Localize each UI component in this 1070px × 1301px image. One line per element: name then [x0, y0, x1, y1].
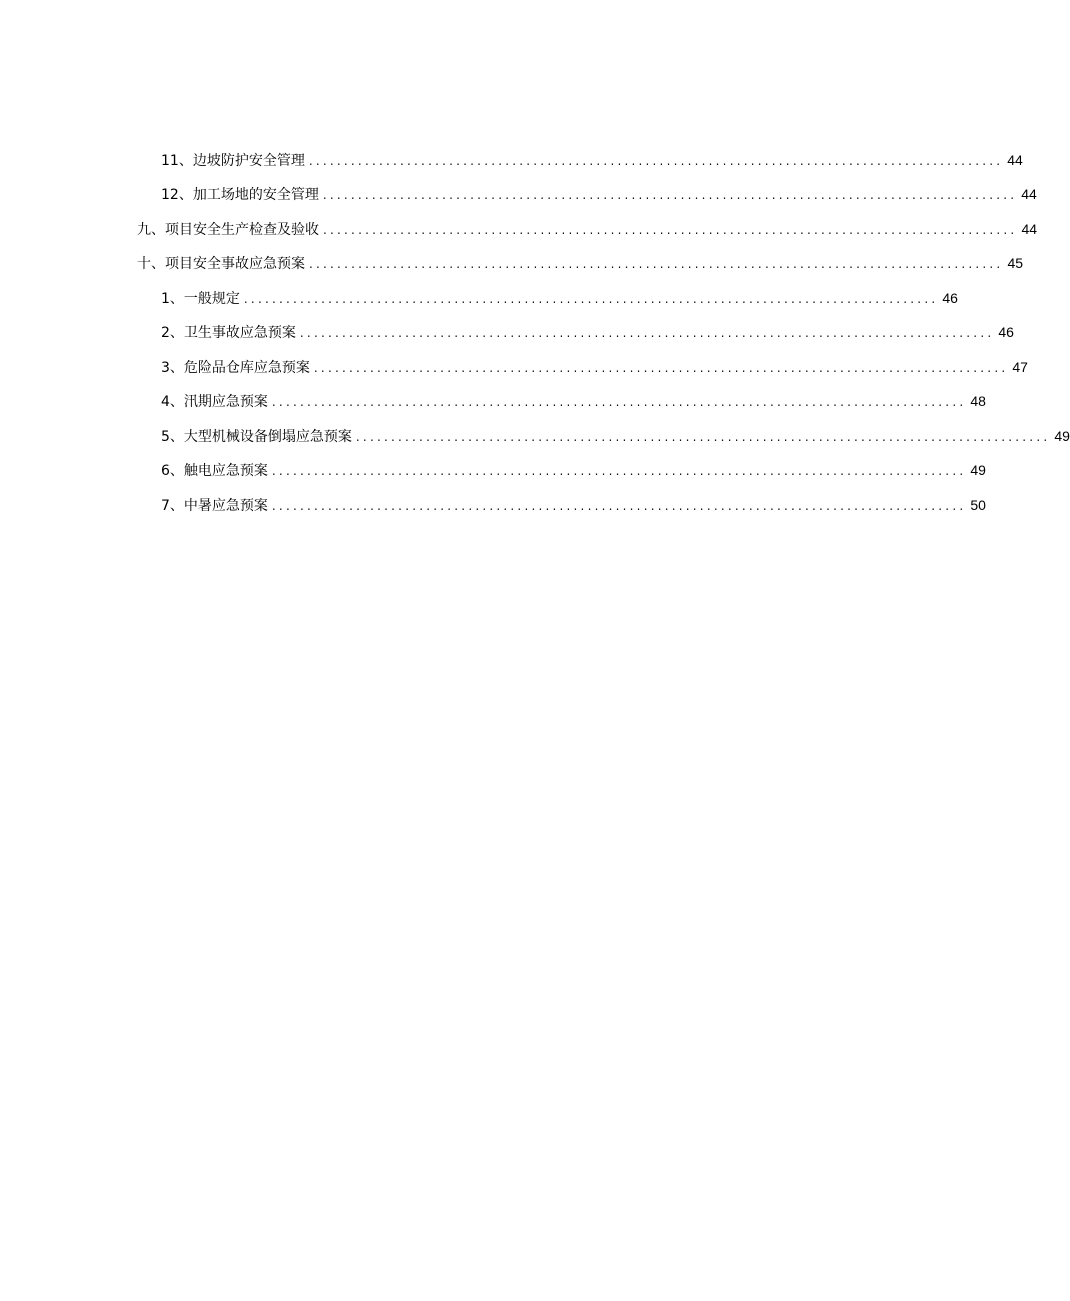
toc-entry[interactable] [161, 389, 986, 413]
toc-entry-page: 48 [970, 393, 986, 409]
toc-dot-leader: ................................................................................................... [271, 499, 967, 513]
toc-entry-title: 6、触电应急预案 [161, 463, 268, 479]
toc-entry[interactable] [161, 320, 1014, 344]
toc-entry-title: 1、一般规定 [161, 291, 240, 307]
toc-dot-leader: ................................................................................................... [355, 430, 1051, 444]
toc-entry-title: 12、加工场地的安全管理 [161, 187, 319, 203]
toc-entry-title: 5、大型机械设备倒塌应急预案 [161, 429, 352, 445]
toc-entry[interactable] [161, 182, 1037, 206]
toc-entry-page: 44 [1021, 221, 1038, 237]
toc-entry-title: 11、边坡防护安全管理 [161, 153, 305, 169]
toc-entry-title: 4、汛期应急预案 [161, 394, 268, 410]
toc-dot-leader: ................................................................................................... [308, 154, 1004, 168]
toc-entry-page: 47 [1012, 359, 1028, 375]
toc-entry-page: 49 [1054, 428, 1070, 444]
toc-entry[interactable] [161, 493, 986, 517]
toc-entry-page: 45 [1007, 255, 1024, 271]
toc-entry[interactable] [137, 251, 1024, 275]
toc-entry[interactable] [161, 424, 1070, 448]
toc-entry-title: 3、危险品仓库应急预案 [161, 360, 310, 376]
toc-dot-leader: ................................................................................................... [271, 395, 967, 409]
toc-entry[interactable] [161, 148, 1023, 172]
toc-dot-leader: ................................................................................................... [271, 464, 967, 478]
toc-entry-title: 九、项目安全生产检查及验收 [137, 222, 319, 238]
toc-dot-leader: ................................................................................................... [323, 223, 1018, 237]
toc-entry-title: 十、项目安全事故应急预案 [137, 256, 305, 272]
toc-entry-page: 44 [1021, 186, 1037, 202]
toc-entry-page: 46 [942, 290, 958, 306]
toc-entry[interactable] [161, 286, 958, 310]
toc-entry-title: 7、中暑应急预案 [161, 498, 268, 514]
toc-dot-leader: ................................................................................................... [313, 361, 1009, 375]
toc-entry-page: 46 [998, 324, 1014, 340]
toc-dot-leader: ................................................................................................... [322, 188, 1018, 202]
toc-entry-page: 49 [970, 462, 986, 478]
toc-dot-leader: ................................................................................................... [309, 257, 1004, 271]
toc-entry-title: 2、卫生事故应急预案 [161, 325, 296, 341]
toc-entry[interactable] [137, 217, 1038, 241]
toc-entry-page: 50 [970, 497, 986, 513]
toc-entry[interactable] [161, 458, 986, 482]
toc-dot-leader: ................................................................................................... [299, 326, 995, 340]
toc-dot-leader: ................................................................................................... [243, 292, 939, 306]
toc-entry-page: 44 [1007, 152, 1023, 168]
toc-entry[interactable] [161, 355, 1028, 379]
